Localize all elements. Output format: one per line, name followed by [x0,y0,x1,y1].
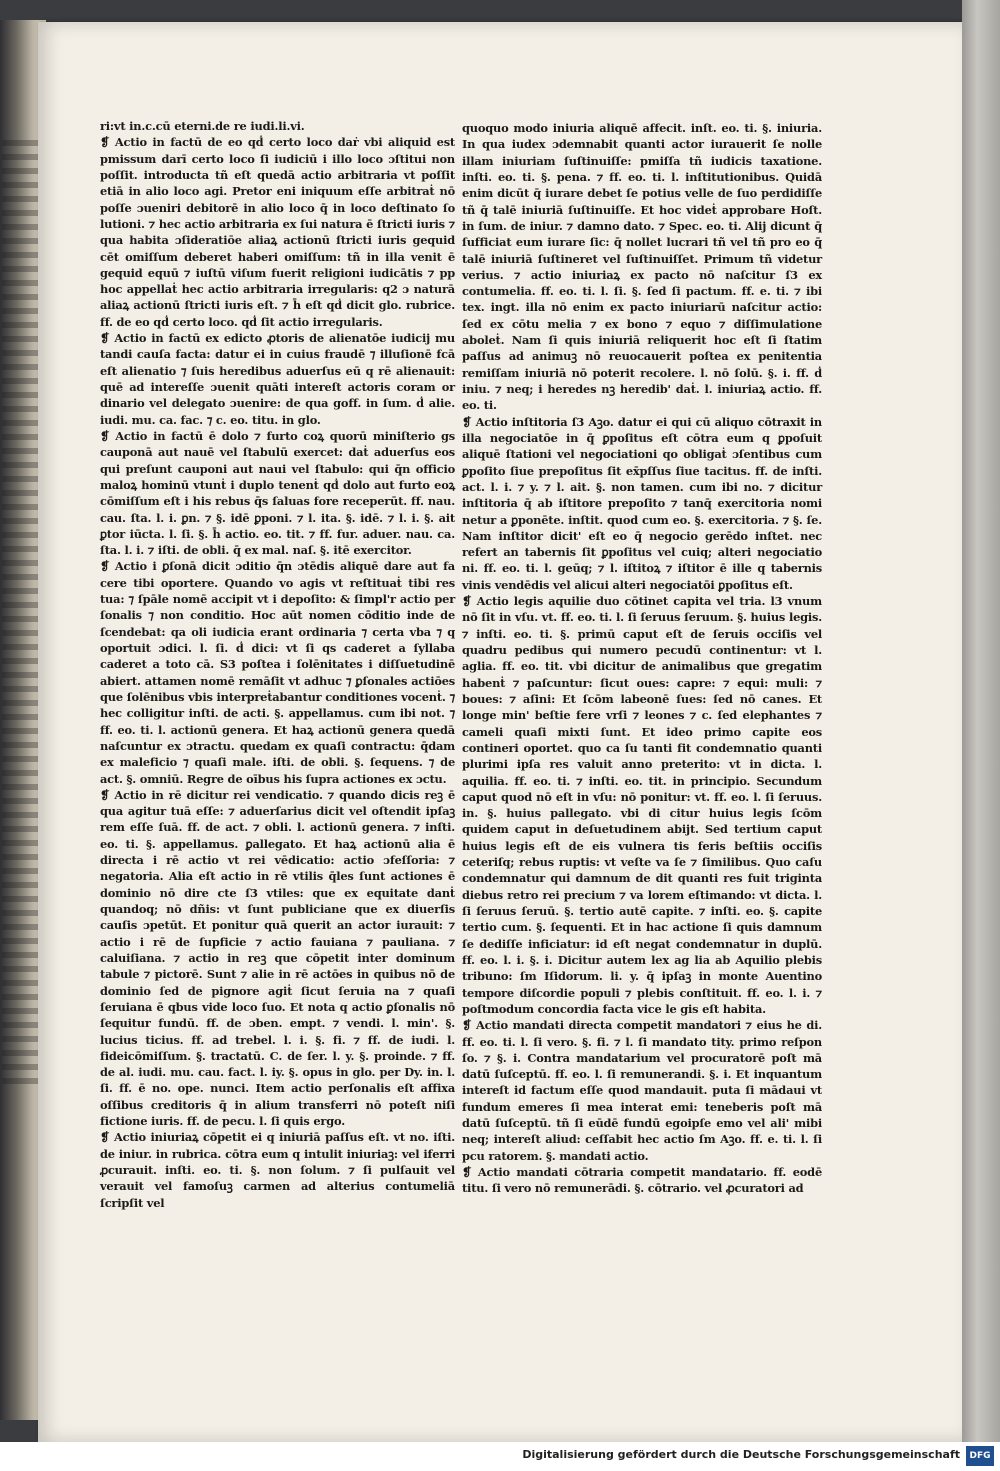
right-paragraph-0: quoquo modo iniuria aliquē affecit. inſt. eo. ti. §. iniuria. In qua iudex ɔdemnabit quanti actor iurauerit ſe nolle illam iniuriam ſuſtinuiſſe: pmiſſa tñ iudicis taxatione. inſti. eo. ti. §. pena. ⁊ ff. eo. ti. l. inſtitutionibus. Quidā enim dicūt q̄ iurare debet ſe potius velle de ſuo perdidiſſe tñ q̄ talē iniuriā ſuſtinuiſſe. Et hoc videṫ approbare Hoſt. in ſum. de iniur. ⁊ damno dato. ⁊ Spec. eo. ti. Alij dicunt q̄ ſufficiat eum iurare ſic: q̄ nollet lucrari tñ vel tñ pro eo q̄ talē iniuriā ſuſtineret vel ſuſtinuiſſet. Primum tñ videtur verius. ⁊ actio iniuriaꝝ ex pacto nō naſcitur ſ3 ex contumelia. ff. eo. ti. l. ſi. §. ſed ſi pactum. ff. e. ti. ⁊ ibi tex. ingt. illa nō enim ex pacto iniuriarū naſcitur actio: ſed ex cōtu melia ⁊ ex bono ⁊ equo ⁊ diſſimulatione aboleṫ. Nam ſi quis iniuriā reliquerit hoc eſt ſi ſtatim paſſus ad animuꝫ nō reuocauerit poſtea ex penitentia remiſſam iniuriā nō poterit recolere. l. nō ſolū. §. i. ff. ḋ iniu. ⁊ neq; i heredes nꝫ heredib' daṫ. l. iniuriaꝝ actio. ff. eo. ti. [462,121,822,413]
right-paragraph-1: ❡ Actio inſtitoria ſ3 Aꝫo. datur ei qui cū aliquo cōtraxit in illa negociatōe in q̄ ꝑpoſitus eſt cōtra eum q ꝑpoſuit aliquē ſtationi vel negociationi qo obligaṫ ɔſentibus cum ꝑpoſito ſiue prepoſitus ſit ex̄pſſus ſiue tacitus. ff. de inſti. act. l. i. ⁊ y. ⁊ l. ait. §. non tamen. cum ibi no. ⁊ dicitur inſtitoria q̄ ab iſtitore prepoſito ⁊ tanq̄ exercitoria nomi netur a ꝑponēte. inſtit. quod cum eo. §. exercitoria. ⁊ §. ſe. Nam inſtitor dicit' eſt eo q̄ negocio gerēdo inſtet. nec refert an tabernis ſit ꝑpoſitus vel cuiq; alteri negociatio ni. ff. eo. ti. l. geūq; ⁊ l. iſtitoꝝ ⁊ iſtitor ē ille q tabernis vinis vendēdis vel alicui alteri negociatōi ꝑpoſitus eſt. [462,414,822,592]
left-paragraph-1: ❡ Actio in factū de eo qḋ certo loco daṙ vbi aliquid est pmissum darī certo loco ſi iudiciū i illo loco ɔſtitui non poſſit. introducta tñ eſt quedā actio arbitraria vt poſſit etiā in alio loco agi. Pretor eni iniquum eſſe arbitraṫ nō poſſe ɔueniri debitorē in alio loco q̄ in loco deſtinato ſo lutioni. ⁊ hec actio arbitraria ex ſui natura ē ſtricti iuris ⁊ qua habita ɔſideratiōe aliaꝝ actionū ſtricti iuris gequid cēt omiſſum deberet haberi omiſſum: tñ in illa venit ē gequid equū ⁊ iuſtū viſum fuerit religioni iudicātis ⁊ pp hoc appellaṫ hec actio arbitraria irregularis: q2 ɔ naturā aliaꝝ actionū ſtricti iuris eſt. ⁊ h̄ eſt qḋ dicit glo. rubrice. ff. de eo qḋ certo loco. qḋ ſit actio irregularis. [100,135,455,329]
left-paragraph-6: ❡ Actio iniuriaꝝ cōpetit ei q iniuriā paſſus eſt. vt no. iſti. de iniur. in rubrica. cōtra eum q intulit iniuriaꝫ: vel iferri ꝓcurauit. inſti. eo. ti. §. non ſolum. ⁊ ſi pulſauit vel verauit vel famoſuꝫ carmen ad alterius contumeliā ſcripſit vel [100,1130,455,1210]
right-paragraph-3: ❡ Actio mandati directa competit mandatori ⁊ eius he di. ff. eo. ti. l. ſi vero. §. fi. ⁊ l. ſi mandato tity. primo reſpon ſo. ⁊ §. i. Contra mandatarium vel procuratorē poſt mā datū ſuſceptū. ff. eo. l. ſi remunerandi. §. i. Et inquantum intereſt id factum eſſe quod mandauit. puta ſi mādaui vt fundum emeres ſi mea interat emi: teneberis poſt mā datū ſuſceptū. tñ ſi eūdē fundū egoipſe emo vel ali' mibi neq; intereſt aliud: ceſſabit hec actio ſm Aꝫo. ff. e. ti. l. ſi pcu ratorem. §. mandati actio. [462,1018,822,1163]
left-paragraph-2: ❡ Actio in factū ex edicto ꝓtoris de alienatōe iudicij mu tandi cauſa facta: datur ei in cuius fraudē ⁊ illuſionē fcā eſt alienatio ⁊ ſuis heredibus aduerſus eū q rē alienauit: quē ad intereſſe ɔuenit quāti intereſt actoris coram or dinario vel delegato ɔuenire: de qua goff. in ſum. ḋ alie. iudi. mu. ca. fac. ⁊ c. eo. titu. in glo. [100,331,455,427]
funding-credit: Digitalisierung gefördert durch die Deutsche Forschungsgemeinschaft [522,1448,960,1461]
left-paragraph-5: ❡ Actio in rē dicitur rei vendicatio. ⁊ quando dicis reꝫ ē qua agitur tuā eſſe: ⁊ aduerſarius dicit vel oſtendit ipſaꝫ rem eſſe ſuā. ff. de act. ⁊ obli. l. actionū genera. ⁊ inſti. eo. ti. §. appellamus. ꝑallegato. Et haꝝ actionū alia ē directa i rē actio vt rei vēdicatio: actio ɔfeſſoria: ⁊ negatoria. Alia eſt actio in rē vtilis q̄les ſunt actiones ē dominio nō dire cte ſ3 vtiles: que ex equitate danṫ quandoq; nō dñis: vt ſunt publiciane que ex diuerſis cauſis ɔpetūt. Et ponitur quā querit an actor iurauit: ⁊ actio i rē de ſupficie ⁊ actio fauiana ⁊ pauliana. ⁊ caluiſiana. ⁊ actio in reꝫ que cōpetit inter dominum tabule ⁊ pictorē. Sunt ⁊ alie in rē actōes in quibus nō de dominio ſed de pignore agiṫ ſicut ſeruia na ⁊ quaſi ſeruiana ē qbus vide loco ſuo. Et nota q actio ꝑſonalis nō ſequitur fundū. ff. de ɔben. empt. ⁊ vendi. l. min'. §. lucius ticius. ff. ad trebel. l. i. §. fi. ⁊ ff. de iudi. l. fideicōmiſſum. §. tractatū. C. de ſer. l. y. §. proinde. ⁊ ff. de al. iudi. mu. cau. fact. l. iy. §. opus in glo. per Dy. in. l. ſi. ff. ē no. ope. nunci. Item actio perſonalis eſt affixa oſſibus creditoris q̄ in alium transferri nō poteſt niſi fictione iuris. ff. de pecu. l. ſi quis ergo. [100,787,455,1129]
right-paragraph-2: ❡ Actio legis aquilie duo cōtinet capita vel tria. l3 vnum nō ſit in vſu. vt. ff. eo. ti. l. ſi ſeruus ſeruum. §. huius legis. ⁊ inſti. eo. ti. §. primū caput eſt de ſeruis occiſis vel quadru pedibus qui numero pecudū continentur: vt l. aglia. ff. eo. tit. vbi dicitur de animalibus que gregatim habenṫ ⁊ paſcuntur: ſicut oues: capre: ⁊ equi: muli: ⁊ boues: ⁊ aſini: Et ſcōm labeonē ſues: ſed nō canes. Et longe min' beſtie fere vrſi ⁊ leones ⁊ c. ſed elephantes ⁊ cameli quaſi mixti ſunt. Et ideo primo capite eos contineri oportet. quo ca ſu tanti fit condemnatio quanti plurimi ipſa res valuit anno preterito: vt in dicta. l. aquilia. ff. eo. ti. ⁊ inſti. eo. tit. in principio. Secundum caput quod nō eſt in vſu: nō ponitur: vt. ff. eo. l. ſi ſeruus. in. §. huius pallegato. vbi di citur huius legis ſcōm quidem caput in deſuetudinem abijt. Sed tertium caput huius legis eſt de eis vulnera tis feris beſtiis occiſis ceteriſq; rebus ruptis: vt veſte va ſe ⁊ ſimilibus. Quo caſu condemnatur qui damnum de dit quanti res fuit triginta diebus retro rei precium ⁊ va lorem eſtimando: vt dicta. l. ſi ſeruus ſeruū. §. tertio autē capite. ⁊ inſti. eo. §. capite tertio cum. §. ſequenti. Et in hac actione ſi quis damnum ſe dediſſe inficiatur: id eſt negat condemnatur in duplū. ff. eo. l. i. §. i. Dicitur autem lex ag lia ab Aquilio plebis tribuno: ſm Iſidorum. li. y. q̄ ipſaꝫ in monte Auentino tempore diſcordie populi ⁊ plebis conſtituit. ff. eo. l. i. ⁊ poſtmodum concordia facta vice le gis eſt habita. [462,594,822,1016]
left-paragraph-4: ❡ Actio i ꝑſonā dicit ɔditio q̄n ɔtēdis aliquē dare aut fa cere tibi oportere. Quando vo agis vt reſtituaṫ tibi res tua: ⁊ ſpāle nomē accipit vt i depoſito: & ſimpl'r actio per ſonalis ⁊ non conditio. Hoc aūt nomen cōditio inde de ſcendebat: qa oli iudicia erant ordinaria ⁊ certa vba ⁊ q oportuit ɔdici. l. ſi. ḋ dici: vt ſi qs caderet a ſyllaba caderet a toto cā. S3 poſtea i ſolēnitates i diſſuetudinē abiert. attamen nomē remāſit vt adhuc ⁊ ꝑſonales actiōes que ſolēnibus vbis interpreṫabantur conditiones vocenṫ. ⁊ hec colligitur inſti. de acti. §. appellamus. cum ibi not. ⁊ ff. eo. ti. l. actionū genera. Et haꝝ actionū genera quedā naſcuntur ex ɔtractu. quedam ex quaſi contractu: q̄dam ex maleficio ⁊ quaſi male. iſti. de obli. §. ſequens. ⁊ de act. §. omniū. Regre de oībus his ſupra actiones ex ɔctu. [100,559,455,786]
left-paragraph-3: ❡ Actio in factū ē dolo ⁊ furto coꝝ quorū miniſterio gs cauponā aut nauē vel ſtabulū exercet: daṫ aduerſus eos qui preſunt cauponi aut naui vel ſtabulo: qui q̄n officio maloꝝ hominū vtunṫ i duplo tenenṫ qḋ dolo aut furto eoꝝ cōmiſſum eſt i his rebus q̄s ſaluas fore receperūt. ff. nau. cau. ſta. l. i. ꝑn. ⁊ §. idē ꝑponi. ⁊ l. ita. §. idē. ⁊ l. i. §. ait ꝑtor iūcta. l. ſi. §. h̄ actio. eo. tit. ⁊ ff. fur. aduer. nau. ca. ſta. l. i. ⁊ iſti. de obli. q̄ ex mal. naſ. §. itē exercitor. [100,428,455,558]
left-text-column [100,118,455,1211]
footer-bar [0,1442,1000,1471]
page-fore-edge [962,0,1000,1442]
right-paragraph-4: ❡ Actio mandati cōtraria competit mandatario. ff. eodē titu. ſi vero nō remunerādi. §. cōtrario. vel ꝓcuratori ad [462,1165,822,1196]
dfg-logo: DFG [966,1446,994,1466]
left-paragraph-0: ri:vt in.c.cū eterni.de re iudi.li.vi. [100,119,305,133]
right-text-column [462,120,822,1197]
previous-page-text-shadow [2,140,42,1090]
